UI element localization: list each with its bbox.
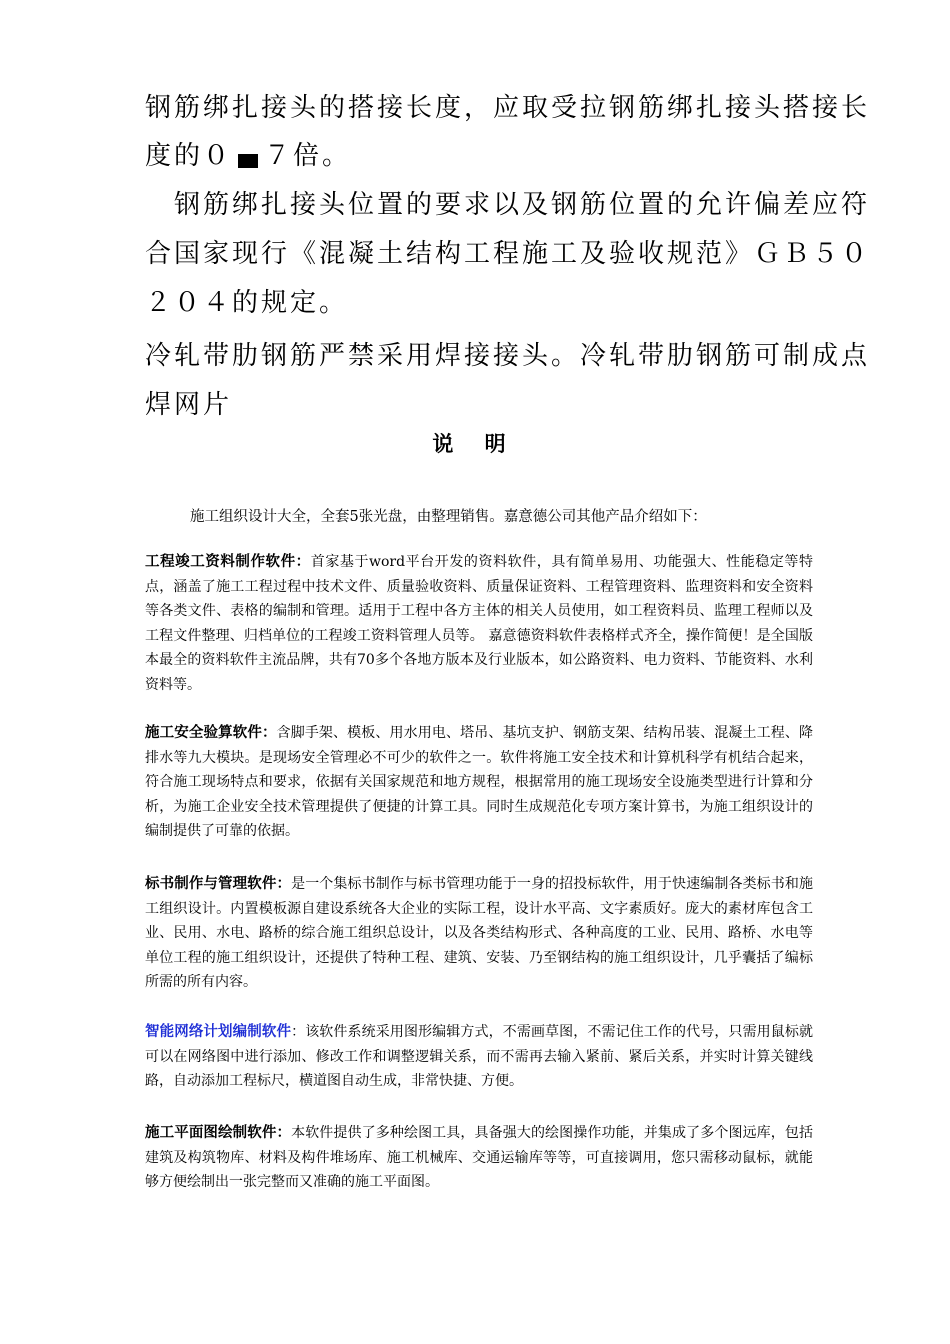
body-line-5: ２０４的规定。 <box>145 288 349 318</box>
section-heading: 施工安全验算软件： <box>145 725 277 741</box>
body-line-2 <box>145 136 351 176</box>
section-body: 本软件提供了多种绘图工具，具备强大的绘图操作功能，并集成了多个图远库，包括建筑及构筑物库、材料及构件堆场库、施工机械库、交通运输库等等，可直接调用，您只需移动鼠标，就能够方便绘制出一张完整而又准确的施工平面图。 <box>145 1125 814 1190</box>
section-body: ：该软件系统采用图形编辑方式，不需画草图，不需记住工作的代号，只需用鼠标就可以在网络图中进行添加、修改工作和调整逻辑关系，而不需再去输入紧前、紧后关系，并实时计算关键线路，自动添加工程标尺，横道图自动生成，非常快捷、方便。 <box>145 1024 814 1089</box>
intro-paragraph: 施工组织设计大全，全套5张光盘，由整理销售。嘉意德公司其他产品介绍如下： <box>190 509 707 525</box>
section-body: 含脚手架、模板、用水用电、塔吊、基坑支护、钢筋支架、结构吊装、混凝土工程、降排水等九大模块。是现场安全管理必不可少的软件之一。软件将施工安全技术和计算机科学有机结合起来，符合施工现场特点和要求，依据有关国家规范和地方规程，根据常用的施工现场安全设施类型进行计算和分析，为施工企业安全技术管理提供了便捷的计算工具。同时生成规范化专项方案计算书，为施工组织设计的编制提供了可靠的依据。 <box>145 725 813 839</box>
section-body: 是一个集标书制作与标书管理功能于一身的招投标软件，用于快速编制各类标书和施工组织设计。内置模板源自建设系统各大企业的实际工程，设计水平高、文字素质好。庞大的素材库包含工业、民用、水电、路桥的综合施工组织总设计，以及各类结构形式、各种高度的工业、民用、路桥、水电等单位工程的施工组织设计，还提供了特种工程、建筑、安装、乃至钢结构的施工组织设计，几乎囊括了编标所需的所有内容。 <box>145 876 814 990</box>
page-title: 说 明 <box>432 432 518 456</box>
body-line-4: 合国家现行《混凝土结构工程施工及验收规范》ＧＢ５０ <box>145 239 871 269</box>
body-line-6: 冷轧带肋钢筋严禁采用焊接接头。冷轧带肋钢筋可制成点 <box>145 341 871 371</box>
body-line-2-start: 度的０ <box>145 141 233 171</box>
body-line-2-end: ７倍。 <box>264 141 352 171</box>
body-line-1: 钢筋绑扎接头的搭接长度，应取受拉钢筋绑扎接头搭接长 <box>145 93 871 123</box>
section-heading: 标书制作与管理软件： <box>145 876 292 892</box>
section-site-plan <box>145 1121 813 1195</box>
section-heading: 智能网络计划编制软件 <box>145 1024 292 1040</box>
section-bid-docs <box>145 872 813 995</box>
section-heading: 工程竣工资料制作软件： <box>145 554 311 570</box>
section-body: 首家基于word平台开发的资料软件，具有简单易用、功能强大、性能稳定等特点，涵盖了施工工程过程中技术文件、质量验收资料、质量保证资料、工程管理资料、监理资料和安全资料等各类文件、表格的编制和管理。适用于工程中各方主体的相关人员使用，如工程资料员、监理工程师以及工程文件整理、归档单位的工程竣工资料管理人员等。 嘉意德资料软件表格样式齐全，操作简便！是全国版本最全的资料软件主流品牌，共有70多个各地方版本及行业版本，如公路资料、电力资料、节能资料、水利资料等。 <box>145 554 813 693</box>
section-safety-calc <box>145 721 813 844</box>
section-heading: 施工平面图绘制软件： <box>145 1125 292 1141</box>
body-line-7: 焊网片 <box>145 390 233 420</box>
body-line-3: 钢筋绑扎接头位置的要求以及钢筋位置的允许偏差应符 <box>145 190 871 220</box>
section-network-plan <box>145 1020 813 1094</box>
section-completion-docs <box>145 550 813 697</box>
dash-mark-icon <box>238 154 258 168</box>
